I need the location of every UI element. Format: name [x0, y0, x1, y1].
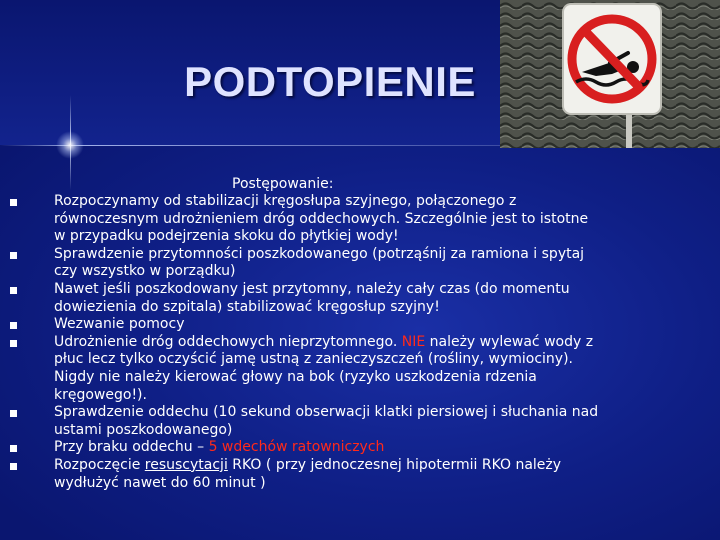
list-item [0, 457, 600, 492]
item-text: Rozpoczynamy od stabilizacji kręgosłupa szyjnego, połączonego z równoczesnym udrożnieniem dróg oddechowych. Szczególnie jest to istotne w przypadku podejrzenia skoku do płytkiej wody! [54, 193, 589, 245]
item-highlight: NIE [401, 333, 426, 350]
item-text: Udrożnienie dróg oddechowych nieprzytomnego. [54, 333, 402, 350]
list-item [0, 193, 600, 246]
list-item [0, 404, 600, 439]
item-text: Nawet jeśli poszkodowany jest przytomny, należy cały czas (do momentu dowiezienia do szpitala) stabilizować kręgosłup szyjny! [54, 280, 570, 315]
no-swimming-sign-photo [500, 0, 720, 148]
list-item [0, 439, 600, 457]
item-text: Rozpoczęcie [54, 456, 145, 473]
list-item [0, 281, 600, 316]
square-bullet-icon [10, 287, 17, 294]
list-item [0, 316, 600, 334]
list-item [0, 334, 600, 404]
item-text: Sprawdzenie przytomności poszkodowanego (potrząśnij za ramiona i spytaj czy wszystko w porządku) [54, 245, 585, 280]
decorative-light-flare [56, 131, 84, 159]
item-underlined-term: resuscytacji [144, 456, 228, 473]
item-highlight: 5 wdechów ratowniczych [208, 439, 385, 456]
square-bullet-icon [10, 445, 17, 452]
square-bullet-icon [10, 199, 17, 206]
slide-title: PODTOPIENIE [184, 58, 476, 105]
item-text-continued: należy wylewać wody z płuc lecz tylko oczyścić jamę ustną z zanieczyszczeń (rośliny, wymiociny). Nigdy nie należy kierować głowy na bok (ryzyko uszkodzenia rdzenia kręgowego!). [54, 333, 594, 403]
square-bullet-icon [10, 322, 17, 329]
square-bullet-icon [10, 340, 17, 347]
list-item [0, 246, 600, 281]
square-bullet-icon [10, 410, 17, 417]
procedure-list [0, 193, 600, 492]
item-text-continued: RKO ( przy jednoczesnej hipotermii RKO należy wydłużyć nawet do 60 minut ) [54, 456, 562, 491]
square-bullet-icon [10, 463, 17, 470]
no-swimming-sign-icon [500, 0, 720, 148]
procedure-heading: Postępowanie: [232, 176, 334, 192]
square-bullet-icon [10, 252, 17, 259]
item-text: Wezwanie pomocy [54, 316, 185, 333]
item-text: Sprawdzenie oddechu (10 sekund obserwacji klatki piersiowej i słuchania nad ustami poszkodowanego) [54, 404, 599, 438]
item-text: Przy braku oddechu – [54, 439, 209, 456]
